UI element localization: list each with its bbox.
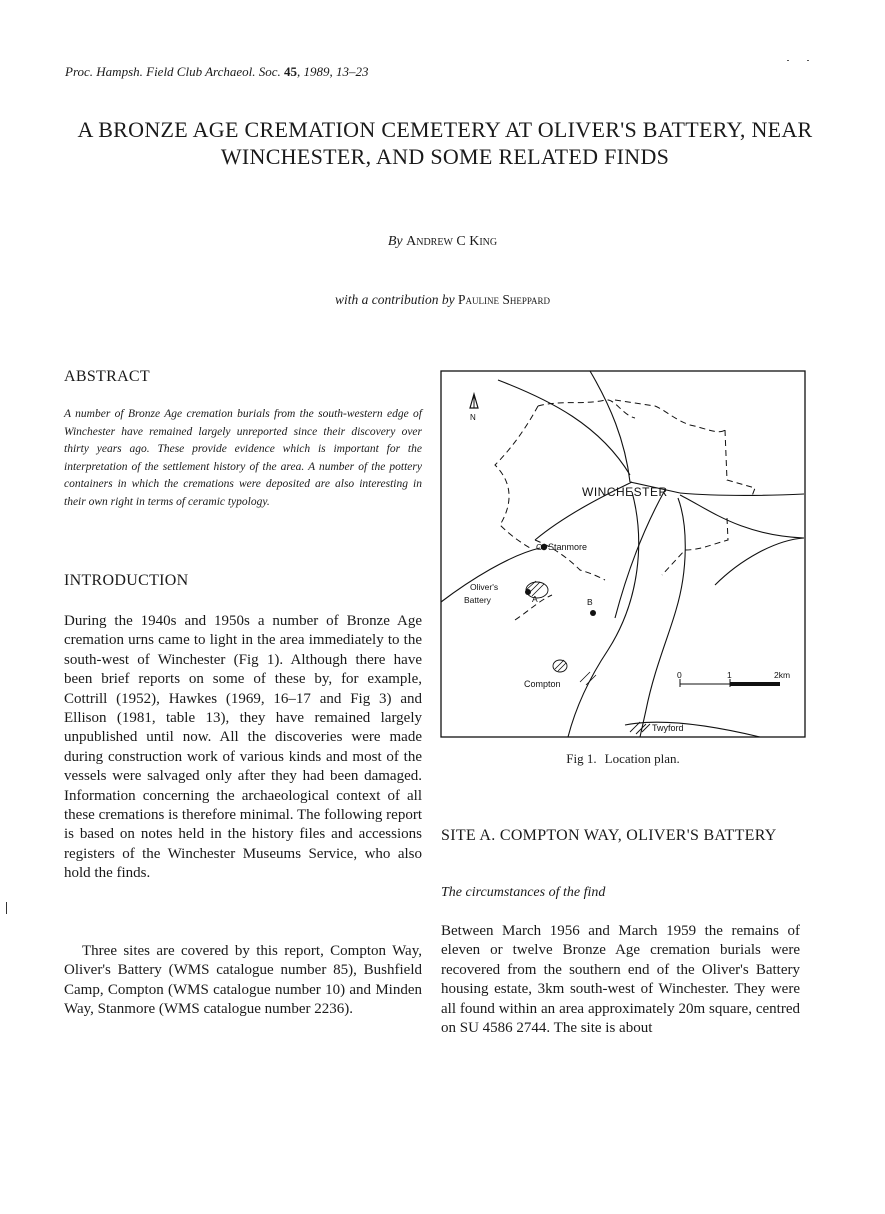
scale-start: 0 xyxy=(677,670,682,680)
author-name: Andrew C King xyxy=(406,234,498,249)
journal-volume: 45 xyxy=(284,64,298,79)
scale-mid: 1 xyxy=(727,670,732,680)
caption-number: Fig 1. xyxy=(566,751,597,766)
intro-paragraph-1: During the 1940s and 1950s a number of Bronze Age cremation urns came to light in the area immediately to the south-west of Winchester (Fig 1). Although there have been brief reports on some of these by, for example, Cottrill (1952), Hawkes (1969, 16–17 and Fig 3) and Ellison (1981, table 13), they have remained largely unpublished until now. All the discoveries were made during construction work of various kinds and most of the vessels were salvaged only after they had been damaged. Information concerning the archaeological context of all these cremations is therefore minimal. The following report is based on notes held in the history files and accessions registers of the Winchester Museums Service, who also hold the finds. xyxy=(64,613,422,882)
label-compton: Compton xyxy=(524,679,561,689)
caption-text: Location plan. xyxy=(604,751,680,766)
label-stanmore: Stanmore xyxy=(548,542,588,552)
abstract-heading: ABSTRACT xyxy=(64,368,150,385)
contributor-line xyxy=(0,292,885,308)
journal-reference xyxy=(65,64,369,80)
site-a-dot xyxy=(525,589,531,595)
journal-details: , 1989, 13–23 xyxy=(297,64,369,79)
author-line xyxy=(0,234,885,250)
journal-name: Proc. Hampsh. Field Club Archaeol. Soc. xyxy=(65,64,281,79)
figure-caption xyxy=(440,751,806,767)
label-site-a: A xyxy=(532,594,538,604)
introduction-heading: INTRODUCTION xyxy=(64,572,189,589)
label-site-b: B xyxy=(587,597,593,607)
intro-paragraph-2: Three sites are covered by this report, Compton Way, Oliver's Battery (WMS catalogue number 85), Bushfield Camp, Compton (WMS catalogue number 10) and Minden Way, Stanmore (WMS catalogue number 2236). xyxy=(64,943,422,1018)
contribution-prefix: with a contribution by xyxy=(334,292,455,307)
label-site-c: C xyxy=(536,542,543,552)
site-a-subheading: The circumstances of the find xyxy=(441,885,606,900)
site-b-dot xyxy=(590,610,596,616)
scan-speck xyxy=(787,60,789,61)
north-letter: N xyxy=(470,413,476,422)
label-battery: Battery xyxy=(464,595,491,605)
margin-mark xyxy=(6,902,7,914)
scan-speck xyxy=(807,60,809,61)
contributor-name: Pauline Sheppard xyxy=(457,292,551,307)
scale-end: 2km xyxy=(774,670,791,680)
label-twyford: Twyford xyxy=(652,723,684,733)
location-map xyxy=(440,370,806,738)
abstract-text: A number of Bronze Age cremation burials from the south-western edge of Winchester have remained largely unreported since their discovery over thirty years ago. These provide evidence which is important for the interpretation of the settlement history of the area. A number of the pottery containers in which the cremations were deposited are also interesting in their own right in terms of ceramic typology. xyxy=(64,408,422,508)
site-a-heading: SITE A. COMPTON WAY, OLIVER'S BATTERY xyxy=(441,827,777,844)
label-olivers: Oliver's xyxy=(470,582,499,592)
site-a-paragraph: Between March 1956 and March 1959 the remains of eleven or twelve Bronze Age cremation burials were recovered from the southern end of the Oliver's Battery housing estate, 3km south-west of Winchester. They were all found within an area approximately 20m square, centred on SU 4586 2744. The site is about xyxy=(441,923,800,1037)
article-title: A BRONZE AGE CREMATION CEMETERY AT OLIVER'S BATTERY, NEAR WINCHESTER, AND SOME RELATED FINDS xyxy=(77,117,813,169)
label-winchester: WINCHESTER xyxy=(582,485,668,499)
by-word: By xyxy=(387,234,403,249)
